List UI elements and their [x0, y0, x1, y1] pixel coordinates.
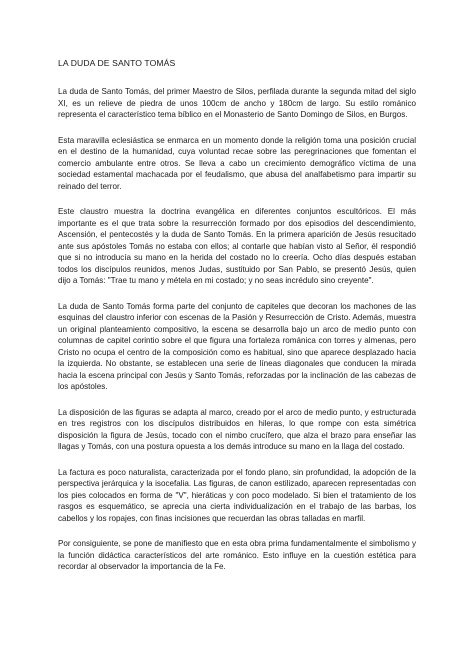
paragraph-6: La factura es poco naturalista, caracterizada por el fondo plano, sin profundidad, la adopción de la perspectiva jerárquica y la isocefalia. Las figuras, de canon estilizado, aparecen representadas con los pies colocados en forma de "V", hieráticas y con poco modelado. Si bien el tratamiento de los rasgos es esquemático, se aprecia una cierta individualización en el trabajo de las barbas, los cabellos y los ropajes, con finas incisiones que recuerdan las obras talladas en marfil. [58, 467, 416, 523]
paragraph-3: Este claustro muestra la doctrina evangélica en diferentes conjuntos escultóricos. El más importante es el que trata sobre la resurrección formado por dos episodios del descendimiento, Ascensión, el pentecostés y la duda de Santo Tomás. En la primera aparición de Jesús resucitado ante sus apóstoles Tomás no estaba con ellos; al contarle que habían visto al Señor, él respondió que si no introducía su mano en la herida del costado no lo creería. Ocho días después estaban todos los discípulos reunidos, menos Judas, sustituido por San Pablo, se presentó Jesús, quien dijo a Tomás: "Trae tu mano y métela en mi costado; y no seas incrédulo sino creyente". [58, 207, 416, 285]
paragraph-1: La duda de Santo Tomás, del primer Maestro de Silos, perfilada durante la segunda mitad del siglo XI, es un relieve de piedra de unos 100cm de ancho y 180cm de largo. Su estilo románico representa el característico tema bíblico en el Monasterio de Santo Domingo de Silos, en Burgos. [58, 87, 416, 119]
document-body [58, 58, 416, 587]
paragraph-2: Esta maravilla eclesiástica se enmarca en un momento donde la religión toma una posición crucial en el destino de la humanidad, cuya voluntad recae sobre las peregrinaciones que fomentan el comercio ambulante entre otros. Se lleva a cabo un crecimiento demográfico víctima de una sociedad estamental machacada por el feudalismo, que abusa del analfabetismo para impartir su reinado del terror. [58, 135, 416, 191]
paragraph-5: La disposición de las figuras se adapta al marco, creado por el arco de medio punto, y estructurada en tres registros con los discípulos distribuidos en hileras, lo que rompe con esta simétrica disposición la figura de Jesús, tocado con el nimbo crucífero, que alza el brazo para enseñar las llagas y Tomás, con una postura opuesta a los demás introduce su mano en la llaga del costado. [58, 407, 416, 451]
paragraph-7: Por consiguiente, se pone de manifiesto que en esta obra prima fundamentalmente el simbolismo y la función didáctica característicos del arte románico. Esto influye en la cuestión estética para recordar al observador la importancia de la Fe. [58, 539, 416, 571]
document-title: LA DUDA DE SANTO TOMÁS [58, 58, 176, 68]
paragraph-4: La duda de Santo Tomás forma parte del conjunto de capiteles que decoran los machones de las esquinas del claustro inferior con escenas de la Pasión y Resurrección de Cristo. Además, muestra un original planteamiento compositivo, la escena se desarrolla bajo un arco de medio punto con columnas de capitel corintio sobre el que figura una fortaleza románica con torres y almenas, pero Cristo no ocupa el centro de la composición como es habitual, sino que aparece desplazado hacia la izquierda. No obstante, se establecen una serie de líneas diagonales que conducen la mirada hacia la escena principal con Jesús y Santo Tomás, reforzadas por la inclinación de las cabezas de los apóstoles. [58, 301, 416, 391]
